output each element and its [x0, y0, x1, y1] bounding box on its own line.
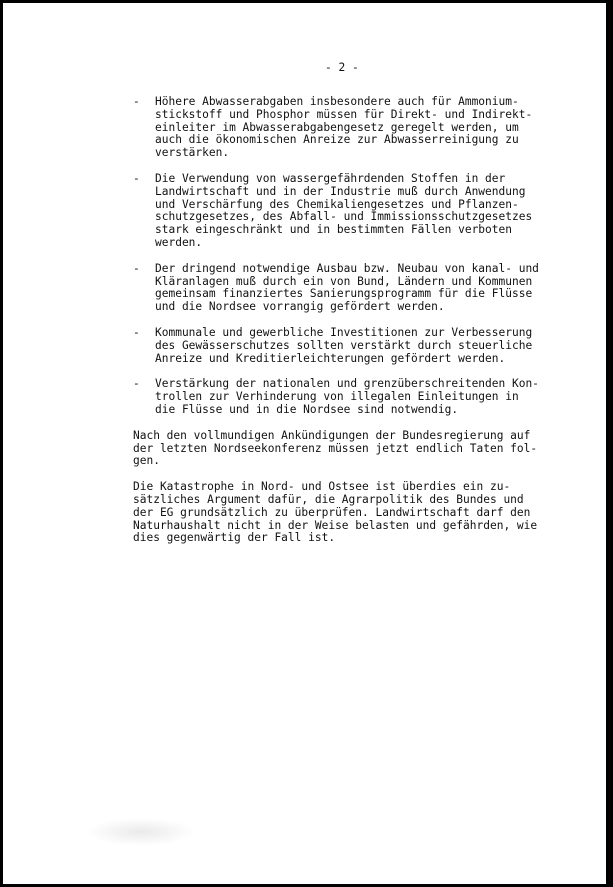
scan-border-top	[0, 0, 613, 3]
scan-border-right	[606, 0, 613, 887]
text-line: Naturhaushalt nicht in der Weise belasten und gefährden, wie	[133, 518, 538, 532]
text-line: Nach den vollmundigen Ankündigungen der Bundesregierung auf	[133, 428, 531, 442]
text-line: werden.	[155, 235, 203, 249]
text-line: Kläranlagen muß durch ein von Bund, Ländern und Kommunen	[155, 274, 533, 288]
bullet-marker: -	[133, 377, 140, 391]
scan-smudge	[86, 818, 196, 846]
bullet-marker: -	[133, 261, 140, 275]
text-line: des Gewässerschutzes sollten verstärkt durch steuerliche	[155, 338, 533, 352]
text-line: stickstoff und Phosphor müssen für Direkt- und Indirekt-	[155, 107, 533, 121]
bullet-marker: -	[133, 171, 140, 185]
text-line: Der dringend notwendige Ausbau bzw. Neubau von kanal- und	[155, 261, 539, 275]
text-line: schutzgesetzes, des Abfall- und Immissionsschutzgesetzes	[155, 210, 533, 224]
text-line: die Flüsse und in die Nordsee sind notwendig.	[155, 402, 459, 416]
text-line: stark eingeschränkt und in bestimmten Fällen verboten	[155, 223, 512, 237]
bullet-marker: -	[133, 325, 140, 339]
text-line: gemeinsam finanziertes Sanierungsprogramm für die Flüsse	[155, 287, 533, 301]
bullet-item	[133, 378, 563, 416]
text-line: dies gegenwärtig der Fall ist.	[133, 531, 336, 545]
bullet-item	[133, 327, 563, 365]
page-number: - 2 -	[325, 61, 359, 74]
paragraph	[133, 481, 563, 545]
text-line: Verstärkung der nationalen und grenzüberschreitenden Kon-	[155, 377, 539, 391]
text-line: gen.	[133, 454, 160, 468]
text-line: Höhere Abwasserabgaben insbesondere auch für Ammonium-	[155, 95, 519, 108]
scan-border-left	[0, 0, 3, 887]
bullet-item	[133, 96, 563, 160]
text-line: und Verschärfung des Chemikaliengesetzes und Pflanzen-	[155, 197, 519, 211]
text-line: Anreize und Kreditierleichterungen gefördert werden.	[155, 351, 506, 365]
document-body	[133, 96, 563, 558]
bullet-item	[133, 263, 563, 314]
text-line: Kommunale und gewerbliche Investitionen zur Verbesserung	[155, 325, 533, 339]
text-line: Die Katastrophe in Nord- und Ostsee ist überdies ein zu-	[133, 480, 511, 494]
text-line: verstärken.	[155, 146, 230, 160]
text-line: Landwirtschaft und in der Industrie muß durch Anwendung	[155, 184, 526, 198]
text-line: trollen zur Verhinderung von illegalen Einleitungen in	[155, 390, 519, 404]
text-line: der EG grundsätzlich zu überprüfen. Landwirtschaft darf den	[133, 505, 531, 519]
bullet-marker: -	[133, 95, 140, 108]
text-line: sätzliches Argument dafür, die Agrarpolitik des Bundes und	[133, 492, 524, 506]
text-line: auch die ökonomischen Anreize zur Abwasserreinigung zu	[155, 133, 519, 147]
text-line: einleiter im Abwasserabgabengesetz geregelt werden, um	[155, 120, 519, 134]
bullet-item	[133, 173, 563, 250]
paragraph	[133, 430, 563, 468]
text-line: Die Verwendung von wassergefährdenden Stoffen in der	[155, 171, 506, 185]
text-line: und die Nordsee vorrangig gefördert werden.	[155, 300, 445, 314]
text-line: der letzten Nordseekonferenz müssen jetzt endlich Taten fol-	[133, 441, 538, 455]
